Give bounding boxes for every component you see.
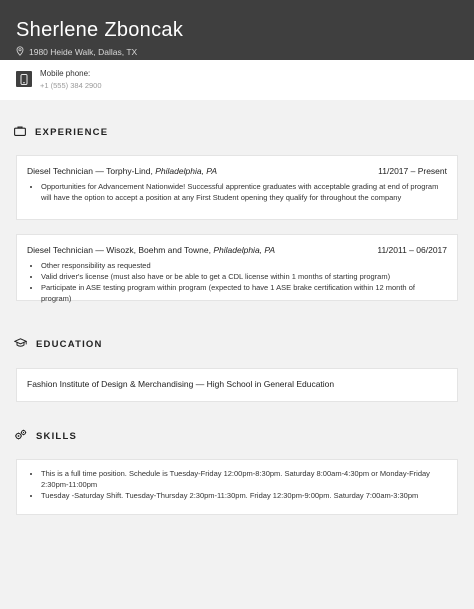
list-item: • Other responsibility as requested [41, 260, 447, 271]
job-1-location: Philadelphia, PA [155, 166, 217, 176]
skills-heading: SKILLS [36, 431, 77, 442]
graduation-cap-icon [14, 338, 27, 351]
experience-heading: EXPERIENCE [35, 127, 109, 138]
education-entry [27, 379, 447, 390]
candidate-name: Sherlene Zboncak [16, 19, 184, 41]
address-row [16, 46, 458, 58]
briefcase-icon [14, 126, 26, 139]
job-2-separator: — [95, 245, 104, 255]
job-1-bullets [27, 181, 447, 203]
education-heading: EDUCATION [36, 339, 103, 350]
list-item: • Opportunities for Advancement Nationwide! Successful apprentice graduates with acceptable grading at end of program will have the option to accept a position at any First Student opening they qualify for throughout the company [41, 181, 447, 203]
resume-header [0, 0, 474, 60]
job-2-dates: 11/2011 – 06/2017 [377, 245, 447, 255]
experience-section-title [0, 126, 474, 139]
list-item: • Valid driver's license (must also have or be able to get a CDL license within 1 months of starting program) [41, 271, 447, 282]
contact-row [0, 60, 474, 100]
job-1-title: Diesel Technician [27, 166, 93, 176]
mobile-phone-label: Mobile phone: [40, 69, 91, 78]
job-card-2 [16, 234, 458, 301]
job-2-header [27, 245, 447, 256]
list-item: • Tuesday -Saturday Shift. Tuesday-Thursday 2:30pm-11:30pm. Friday 12:30pm-9:00pm. Saturday 7:00am-3:30pm [41, 490, 447, 501]
job-1-separator: — [95, 166, 104, 176]
skills-section-title [0, 429, 474, 444]
list-item: • Participate in ASE testing program within program (expected to have 1 ASE brake certification within 12 month of program) [41, 282, 447, 304]
school-name: Fashion Institute of Design & Merchandising [27, 379, 194, 389]
mobile-phone-value: +1 (555) 384 2900 [40, 81, 102, 90]
skills-card [16, 459, 458, 515]
list-item: • This is a full time position. Schedule is Tuesday-Friday 12:00pm-8:30pm. Saturday 8:00am-4:30pm or Monday-Friday 2:30pm-11:00pm [41, 468, 447, 490]
job-1-header [27, 166, 447, 177]
address-text: 1980 Heide Walk, Dallas, TX [29, 47, 138, 57]
education-separator: — [195, 379, 205, 389]
skills-bullets [27, 468, 447, 501]
job-2-bullets [27, 260, 447, 304]
degree-name: High School in General Education [206, 379, 335, 389]
job-2-location: Philadelphia, PA [213, 245, 276, 255]
gears-icon [14, 429, 27, 444]
education-card [16, 368, 458, 402]
job-2-title: Diesel Technician [27, 245, 93, 255]
location-pin-icon [16, 46, 24, 58]
job-1-dates: 11/2017 – Present [378, 166, 447, 176]
education-section-title [0, 338, 474, 351]
job-2-company: Wisozk, Boehm and Towne, [106, 245, 211, 255]
job-card-1 [16, 155, 458, 220]
job-1-company: Torphy-Lind, [106, 166, 153, 176]
mobile-phone-icon [16, 71, 32, 87]
